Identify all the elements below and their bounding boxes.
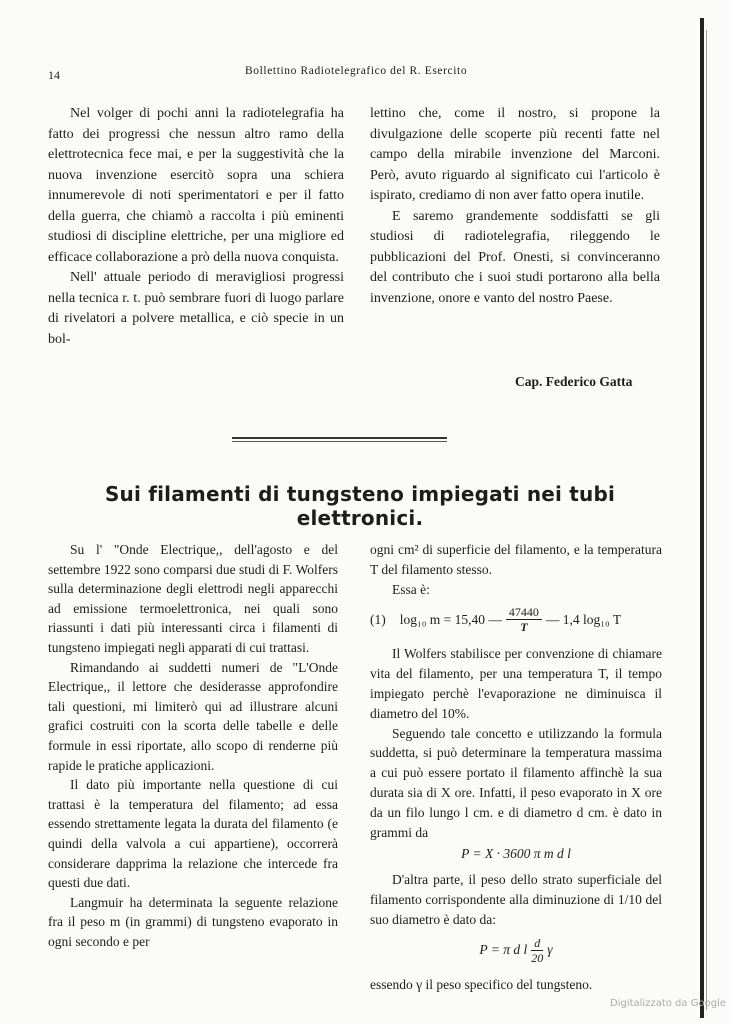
fraction [506,605,542,634]
paragraph: Seguendo tale concetto e utilizzando la formula suddetta, si può determinare la temperatura massima a cui può essere portato il filamento affinchè la sua durata sia di X ore. Infatti, il peso evaporato in X ore da un filo lungo l cm. e di diametro d cm. è dato in grammi da [370,725,662,840]
paragraph: essendo γ il peso specifico del tungsteno. [370,976,593,992]
paragraph: Su l' "Onde Electrique,, dell'agosto e del settembre 1922 sono comparsi due studi di F. Wolfers sulla determinazione degli elettrodi negli apparecchi ad emissione termoelettronica, nei quali sono riassunti i dati più interessanti circa i filamenti di tungsteno impiegati negli apparati di cui trattasi. [48,542,338,655]
formula-left: log₁₀ m = 15,40 — [399,611,502,627]
digitization-watermark: Digitalizzato da Google [610,998,726,1009]
formula-3 [370,936,662,965]
formula-right: γ [547,942,553,958]
running-header: Bollettino Radiotelegrafico del R. Esercito [245,65,468,77]
paragraph: Nell' attuale periodo di meravigliosi progressi nella tecnica r. t. può sembrare fuori di luogo parlare di rivelatori a polvere metallica, e ciò specie in un bol- [48,270,344,347]
paragraph: Nel volger di pochi anni la radiotelegrafia ha fatto dei progressi che nessun altro ramo della elettrotecnica fece mai, e per la suggestività che la nuova invenzione esercitò sopra una schiera innumerevole di noti sperimentatori e per il fatto della guerra, che chiamò a raccolta i più eminenti studiosi di discipline elettriche, per una migliore ed efficace collaborazione a prò della nuova conquista. [48,106,344,265]
formula-2: P = X · 3600 π m d l [461,846,571,862]
top-article-right-column [370,104,660,309]
paragraph: D'altra parte, il peso dello strato superficiale del filamento corrispondente alla diminuzione di 1/10 del suo diametro è dato da: [370,872,662,927]
paragraph: ogni cm² di superficie del filamento, e la temperatura T del filamento stesso. [370,542,662,577]
formula-1 [370,605,662,634]
paragraph: Il dato più importante nella questione di cui trattasi è la temperatura del filamento; ad essa essendo strettamente legata la durata del filamento (e quindi della valvola a cui appartiene), occorrerà considerare dapprima la relazione che intercede fra questi due dati. [48,777,338,891]
article-title: Sui filamenti di tungsteno impiegati nei tubi elettronici. [104,482,616,530]
paragraph: E saremo grandemente soddisfatti se gli studiosi di radiotelegrafia, rileggendo le pubblicazioni del Prof. Onesti, si convinceranno del contributo che i suoi studi portarono alla bella invenzione, onore e vanto del nostro Paese. [370,208,660,306]
fraction-numerator: d [531,936,543,951]
article-right-column [370,540,662,994]
article-left-column [48,540,338,951]
paragraph: lettino che, come il nostro, si propone la divulgazione delle scoperte più recenti fatte nel campo della mirabile invenzione del Marconi. Però, avuto riguardo al significato cui l'articolo è ispirato, crediamo di non aver fatto opera inutile. [370,106,660,203]
page-number: 14 [48,68,60,82]
page-edge [700,18,704,1018]
author-signature: Cap. Federico Gatta [515,374,633,389]
formula-label: (1) [370,611,386,627]
paragraph: Il Wolfers stabilisce per convenzione di chiamare vita del filamento, per una temperatura T, il tempo impiegato perchè l'evaporazione ne diminuisca il diametro del 10%. [370,646,662,721]
top-article-left-column [48,104,344,350]
paragraph: Essa è: [392,581,430,597]
paragraph: Langmuir ha determinata la seguente relazione fra il peso m (in grammi) di tungsteno evaporato in ogni secondo e per [48,894,338,949]
section-divider [232,437,447,439]
fraction-denominator: T [520,620,528,635]
section-divider-thin [232,441,447,442]
fraction-numerator: 47440 [506,605,542,620]
formula-right: — 1,4 log₁₀ T [545,611,622,627]
formula-left: P = π d l [479,942,528,958]
fraction [531,936,543,965]
paragraph: Rimandando ai suddetti numeri de "L'Onde Electrique,, il lettore che desiderasse approfondire tali questioni, mi limiterò qui ad illustrare alcuni grafici costruiti con la scorta delle tabelle e delle formule in essi riportate, allo scopo di renderne più rapide le pratiche applicazioni. [48,659,338,773]
page-edge-shadow [706,30,707,1010]
fraction-denominator: 20 [531,950,544,965]
